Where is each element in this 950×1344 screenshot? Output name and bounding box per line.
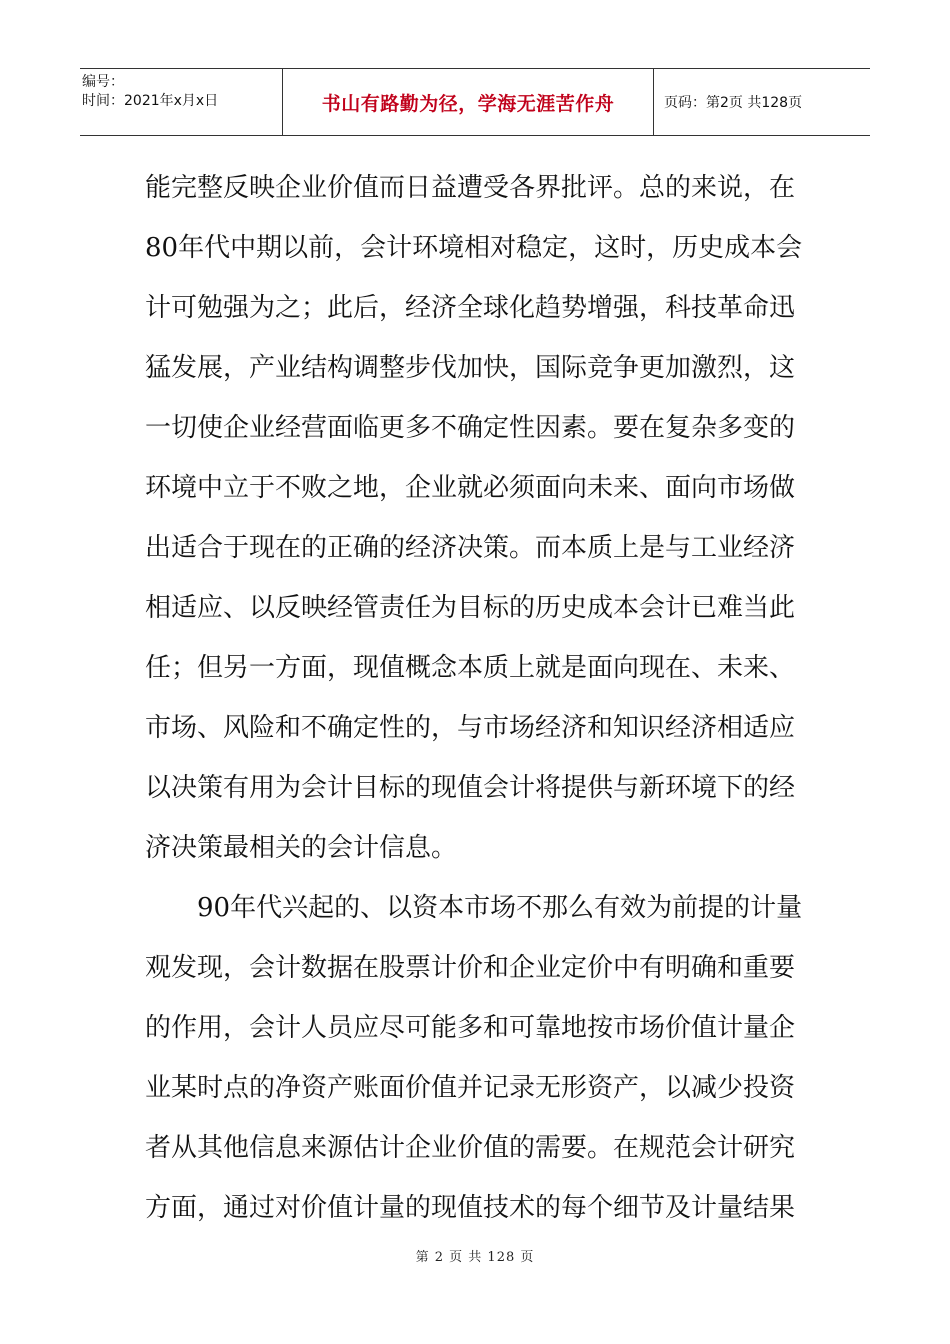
body-line: 80年代中期以前，会计环境相对稳定，这时，历史成本会 [145, 233, 803, 263]
page-footer: 第 2 页 共 128 页 [415, 1250, 535, 1265]
body-line: 任；但另一方面，现值概念本质上就是面向现在、未来、 [145, 653, 796, 683]
header-motto: 书山有路勤为径，学海无涯苦作舟 [282, 69, 654, 135]
body-line: 能完整反映企业价值而日益遭受各界批评。总的来说，在 [145, 173, 796, 203]
body-line: 的作用，会计人员应尽可能多和可靠地按市场价值计量企 [145, 1013, 796, 1043]
header-number-label: 编号： [82, 74, 124, 90]
body-line: 环境中立于不败之地，企业就必须面向未来、面向市场做 [145, 473, 796, 503]
body-line: 相适应、以反映经管责任为目标的历史成本会计已难当此 [145, 593, 796, 623]
body-line: 者从其他信息来源估计企业价值的需要。在规范会计研究 [145, 1133, 796, 1163]
body-line: 出适合于现在的正确的经济决策。而本质上是与工业经济 [145, 533, 796, 563]
document-body [145, 158, 807, 1238]
header-meta [80, 69, 282, 135]
body-line: 猛发展，产业结构调整步伐加快，国际竞争更加激烈，这 [145, 353, 796, 383]
body-line: 以决策有用为会计目标的现值会计将提供与新环境下的经 [145, 773, 796, 803]
header-page-info: 页码：第2页 共128页 [664, 95, 803, 111]
body-line: 90年代兴起的、以资本市场不那么有效为前提的计量 [145, 893, 803, 923]
body-line: 济决策最相关的会计信息。 [145, 833, 458, 863]
page-header [80, 68, 870, 136]
body-line: 市场、风险和不确定性的，与市场经济和知识经济相适应 [145, 713, 796, 743]
body-line: 计可勉强为之；此后，经济全球化趋势增强，科技革命迅 [145, 293, 796, 323]
body-line: 一切使企业经营面临更多不确定性因素。要在复杂多变的 [145, 413, 796, 443]
body-line: 观发现，会计数据在股票计价和企业定价中有明确和重要 [145, 953, 796, 983]
header-time-label: 时间：2021年x月x日 [82, 93, 219, 109]
body-line: 方面，通过对价值计量的现值技术的每个细节及计量结果 [145, 1193, 796, 1223]
body-line: 业某时点的净资产账面价值并记录无形资产，以减少投资 [145, 1073, 796, 1103]
